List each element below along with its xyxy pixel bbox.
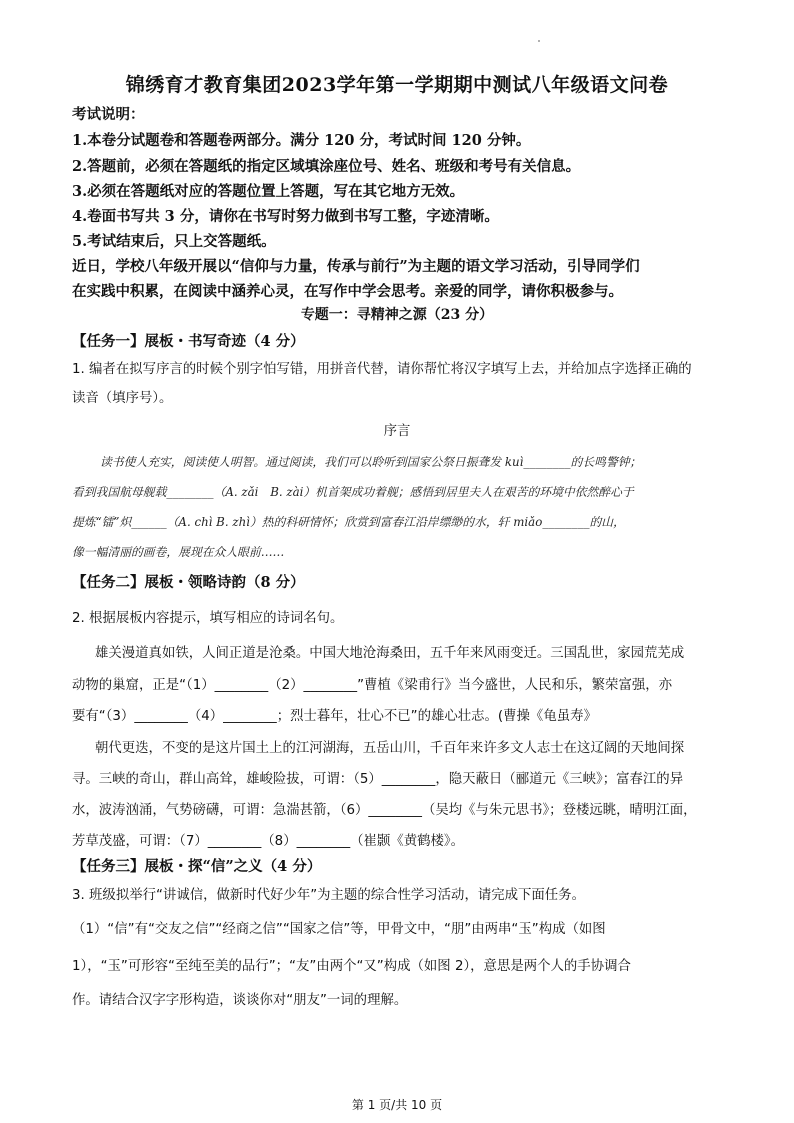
preface-line: 看到我国航母舰载________（A. zǎi B. zài）机首架成功着舰；感悟到居里夫人在艰苦的环境中依然醉心于	[72, 485, 634, 499]
intro-line: 在实践中积累，在阅读中涵养心灵，在写作中学会思考。亲爱的同学，请你积极参与。	[72, 283, 623, 300]
instructions-heading: 考试说明：	[72, 106, 145, 123]
task3-subquestion-line: 作。请结合汉字字形构造，谈谈你对“朋友”一词的理解。	[72, 993, 408, 1008]
poem-paragraph-line: 动物的巢窟，正是“（1）________（2）________”曹植《梁甫行》当今盛世，人民和乐，繁荣富强，亦	[72, 678, 673, 693]
task1-question: 1. 编者在拟写序言的时候个别字怕写错，用拼音代替，请你帮忙将汉字填写上去，并给加点字选择正确的	[72, 362, 692, 377]
poem-paragraph-line: 芳草茂盛，可谓：（7）________（8）________（崔颢《黄鹤楼》。	[72, 834, 464, 849]
instruction-item: 3.必须在答题纸对应的答题位置上答题，写在其它地方无效。	[72, 183, 465, 200]
task1-question: 读音（填序号）。	[72, 391, 173, 406]
poem-paragraph-line: 雄关漫道真如铁，人间正道是沧桑。中国大地沧海桑田，五千年来风雨变迁。三国乱世，家园荒芜成	[95, 646, 685, 661]
poem-paragraph-line: 朝代更迭，不变的是这片国土上的江河湖海，五岳山川，千百年来许多文人志士在这辽阔的天地间探	[95, 741, 685, 756]
page-number: 第 1 页/共 10 页	[351, 1098, 443, 1112]
intro-line: 近日，学校八年级开展以“信仰与力量，传承与前行”为主题的语文学习活动，引导同学们	[72, 258, 640, 275]
instruction-item: 5.考试结束后，只上交答题纸。	[72, 233, 276, 250]
poem-paragraph-line: 水，波涛汹涌，气势磅礴，可谓：急湍甚箭，（6）________（吴均《与朱元思书》；登楼远眺，晴明江面，	[72, 803, 697, 818]
task3-subquestion-line: （1）“信”有“交友之信”“经商之信”“国家之信”等，甲骨文中，“朋”由两串“玉”构成（如图	[72, 922, 606, 937]
topic-heading: 专题一：寻精神之源（23 分）	[300, 307, 494, 323]
instruction-item: 4.卷面书写共 3 分，请你在书写时努力做到书写工整，字迹清晰。	[72, 208, 499, 225]
preface-line: 读书使人充实，阅读使人明智。通过阅读，我们可以聆听到国家公祭日振聋发 kuì________的长鸣警钟；	[100, 455, 642, 469]
preface-title: 序言	[383, 424, 411, 439]
poem-paragraph-line: 寻。三峡的奇山，群山高耸，雄峻险拔，可谓：（5）________，隐天蔽日（郦道元《三峡》；富春江的异	[72, 772, 684, 787]
task2-heading: 【任务二】展板・领略诗韵（8 分）	[72, 574, 305, 591]
task1-heading: 【任务一】展板・书写奇迹（4 分）	[72, 333, 305, 350]
task2-question: 2. 根据展板内容提示，填写相应的诗词名句。	[72, 611, 344, 626]
preface-line: 像一幅清丽的画卷，展现在众人眼前……	[72, 545, 285, 559]
instruction-item: 2.答题前，必须在答题纸的指定区域填涂座位号、姓名、班级和考号有关信息。	[72, 158, 581, 175]
preface-line: 提炼“镭”炽______（A. chì B. zhì）热的科研情怀；欣赏到富春江沿岸缥缈的水，轩 miǎo________的山，	[72, 515, 625, 529]
exam-title: 锦绣育才教育集团2023学年第一学期期中测试八年级语文问卷	[125, 74, 669, 96]
task3-subquestion-line: 1），“玉”可形容“至纯至美的品行”；“友”由两个“又”构成（如图 2），意思是两个人的手协调合	[72, 959, 631, 974]
scan-speck	[538, 40, 540, 42]
instruction-item: 1.本卷分试题卷和答题卷两部分。满分 120 分，考试时间 120 分钟。	[72, 132, 531, 149]
poem-paragraph-line: 要有“（3）________（4）________；烈士暮年，壮心不已”的雄心壮志。(曹操《龟虽寿》	[72, 709, 597, 724]
task3-heading: 【任务三】展板・探“信”之义（4 分）	[72, 858, 322, 875]
task3-question: 3. 班级拟举行“讲诚信，做新时代好少年”为主题的综合性学习活动，请完成下面任务。	[72, 888, 585, 903]
